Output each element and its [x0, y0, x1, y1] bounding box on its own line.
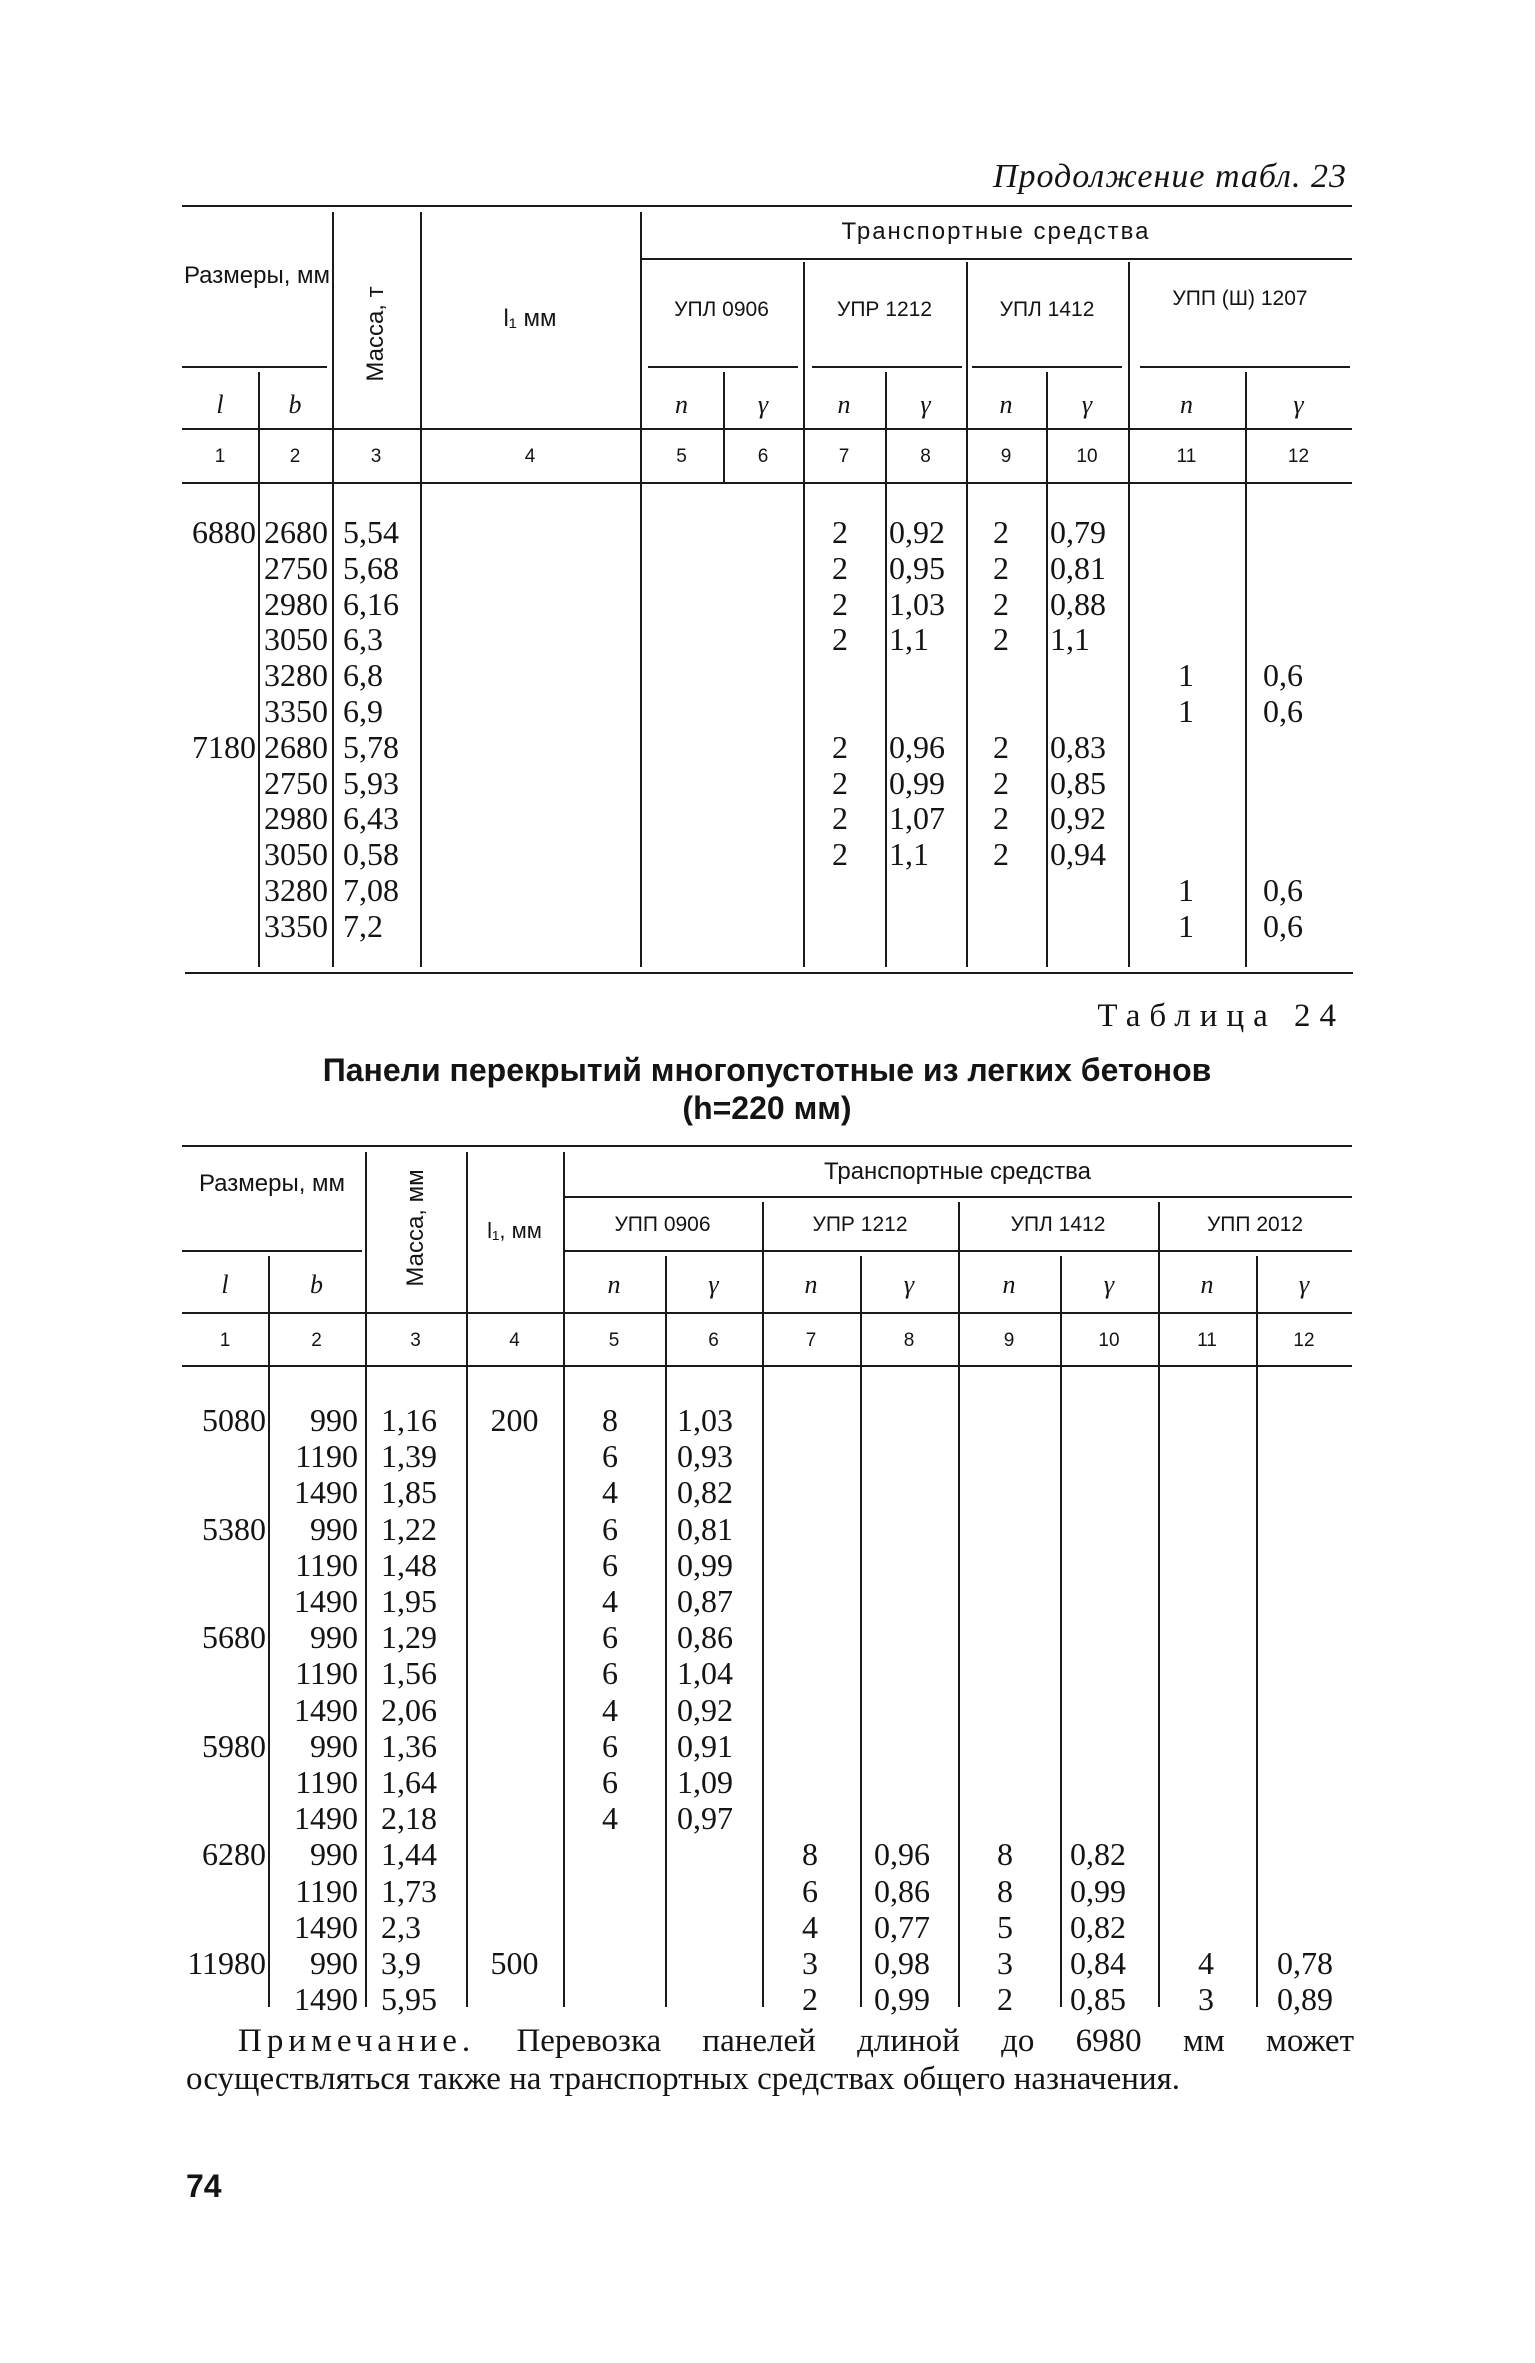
t24-cell-n3: 5	[997, 1908, 1013, 1945]
t23-cell-g2: 1,1	[889, 621, 929, 658]
t23-cell-g4: 0,6	[1263, 872, 1303, 908]
t24-cell-g1: 0,81	[677, 1510, 733, 1547]
t23-cell-n3: 2	[993, 800, 1009, 837]
t23-cell-mass: 6,3	[343, 621, 383, 658]
t24-cell-b: 990	[310, 1402, 358, 1438]
t24-cell-n3: 3	[997, 1945, 1013, 1981]
t23-cell-g2: 0,96	[889, 728, 945, 765]
t23-cell-n3: 2	[993, 764, 1009, 801]
t24-cell-mass: 1,85	[381, 1474, 437, 1511]
t24-cell-g2: 0,98	[874, 1945, 930, 1981]
t23-sub-g1: γ	[757, 390, 769, 419]
t24-cell-n1: 6	[602, 1727, 618, 1764]
t24-col-number: 9	[1003, 1330, 1015, 1351]
t23-cell-g2: 0,92	[889, 514, 945, 550]
t24-cell-g1: 0,93	[677, 1438, 733, 1475]
t24-cell-mass: 3,9	[381, 1945, 421, 1981]
t24-sub-g3: γ	[1103, 1270, 1115, 1299]
t24-cell-n2: 2	[802, 1981, 818, 2018]
t24-cell-l1: 500	[490, 1945, 539, 1981]
t24-cell-g1: 0,92	[677, 1691, 733, 1728]
t23-col-number: 4	[524, 446, 536, 467]
t23-vehicle-4: УПП (Ш) 1207	[1172, 287, 1308, 310]
t24-sub-g2: γ	[903, 1270, 915, 1299]
t24-cell-g3: 0,84	[1070, 1945, 1126, 1981]
t24-cell-b: 1190	[295, 1655, 358, 1692]
t23-cell-b: 2680	[264, 514, 328, 550]
t24-cell-n3: 8	[997, 1836, 1013, 1873]
t23-cell-g2: 0,95	[889, 549, 945, 586]
t24-cell-n2: 3	[802, 1945, 818, 1981]
t24-cell-n1: 4	[602, 1583, 618, 1619]
t24-cell-n2: 4	[802, 1908, 818, 1945]
t24-cell-b: 1190	[295, 1438, 358, 1475]
t24-cell-l: 5080	[202, 1402, 266, 1438]
t24-cell-g1: 0,86	[677, 1619, 733, 1656]
t23-cell-n2: 2	[832, 728, 848, 765]
t23-cell-b: 2980	[264, 800, 328, 837]
page-number: 74	[186, 2168, 222, 2204]
t24-cell-b: 990	[310, 1727, 358, 1764]
t24-cell-g3: 0,85	[1070, 1981, 1126, 2018]
t24-cell-g4: 0,89	[1277, 1981, 1333, 2018]
t23-sub-n4: n	[1180, 390, 1193, 419]
t24-cell-n1: 6	[602, 1510, 618, 1547]
t23-sub-l: l	[216, 390, 224, 419]
t23-mass-header: Масса, т	[362, 286, 389, 382]
t24-cell-b: 990	[310, 1619, 358, 1656]
t24-vehicle-4: УПП 2012	[1206, 1213, 1304, 1236]
t23-cell-g3: 0,92	[1050, 800, 1106, 837]
t24-col-number: 12	[1293, 1330, 1315, 1351]
t24-col-number: 2	[311, 1330, 322, 1351]
table-24-title-line2: (h=220 мм)	[682, 1090, 852, 1126]
t24-col-number: 6	[708, 1330, 719, 1351]
t23-cell-b: 3280	[264, 657, 328, 694]
t24-col-number: 5	[608, 1330, 620, 1351]
t24-cell-l: 5980	[202, 1727, 266, 1764]
t23-col-number: 11	[1176, 446, 1197, 467]
t24-sub-n1: n	[607, 1270, 621, 1299]
running-head: Продолжение табл. 23	[992, 158, 1347, 195]
t23-cell-n3: 2	[993, 728, 1009, 765]
t24-cell-l1: 200	[490, 1402, 539, 1438]
t23-cell-n3: 2	[993, 836, 1009, 873]
t23-cell-b: 3050	[264, 621, 328, 658]
t24-transport-header: Транспортные средства	[824, 1158, 1091, 1185]
t23-size-header: Размеры, мм	[183, 262, 331, 289]
t23-col-number: 5	[676, 446, 687, 467]
t24-cell-mass: 1,48	[381, 1546, 437, 1583]
t23-col-number: 12	[1287, 446, 1310, 467]
note	[186, 2022, 1354, 2098]
note-text: Перевозка панелей длиной до 6980 мм может осуществляться также на транспортных средствах общего назначения.	[186, 2023, 1355, 2097]
t24-sub-g4: γ	[1298, 1270, 1310, 1299]
t23-cell-mass: 5,78	[343, 728, 399, 765]
t23-cell-n3: 2	[993, 585, 1009, 622]
t23-cell-n4: 1	[1178, 907, 1194, 944]
t24-cell-n4: 4	[1198, 1945, 1214, 1981]
t24-cell-g2: 0,86	[874, 1872, 930, 1909]
t23-col-number: 6	[757, 446, 769, 467]
t24-cell-n1: 6	[602, 1438, 618, 1475]
t23-cell-n2: 2	[832, 514, 848, 550]
t23-cell-g4: 0,6	[1263, 657, 1303, 694]
t24-cell-g1: 0,99	[677, 1546, 733, 1583]
t24-cell-b: 1190	[295, 1764, 358, 1800]
t24-vehicle-1: УПП 0906	[614, 1213, 711, 1236]
t24-cell-g3: 0,82	[1070, 1908, 1126, 1945]
t23-cell-b: 2750	[264, 549, 328, 586]
t24-cell-g3: 0,99	[1070, 1872, 1126, 1909]
t23-transport-header: Транспортные средства	[841, 218, 1151, 245]
t23-cell-b: 2980	[264, 585, 328, 622]
t23-cell-mass: 5,54	[343, 514, 399, 550]
t23-cell-b: 2750	[264, 764, 328, 801]
t24-cell-g1: 0,82	[677, 1474, 733, 1511]
t23-cell-mass: 6,8	[343, 657, 383, 694]
t24-col-number: 10	[1098, 1330, 1120, 1351]
t23-vehicle-1: УПЛ 0906	[674, 298, 769, 321]
note-label: Примечание.	[238, 2023, 476, 2059]
t23-cell-n4: 1	[1178, 693, 1194, 729]
t24-col-number: 7	[805, 1330, 817, 1351]
t23-cell-g2: 1,1	[889, 836, 929, 873]
t24-cell-g2: 0,77	[874, 1908, 930, 1945]
t24-cell-b: 990	[310, 1836, 358, 1873]
t24-cell-mass: 1,64	[381, 1764, 437, 1800]
t23-cell-l: 6880	[192, 514, 256, 550]
t23-cell-mass: 5,68	[343, 549, 399, 586]
t23-cell-b: 3280	[264, 872, 328, 908]
t24-cell-mass: 1,56	[381, 1655, 437, 1692]
t23-col-number: 9	[1000, 446, 1012, 467]
t24-cell-g4: 0,78	[1277, 1945, 1333, 1981]
t23-cell-b: 2680	[264, 728, 328, 765]
t24-cell-b: 1490	[294, 1908, 358, 1945]
t23-cell-mass: 6,43	[343, 800, 399, 837]
t24-l1-header: l₁, мм	[487, 1218, 542, 1243]
t23-cell-n3: 2	[993, 621, 1009, 658]
t24-cell-mass: 1,16	[381, 1402, 437, 1438]
t24-vehicle-3: УПЛ 1412	[1010, 1213, 1106, 1236]
t24-cell-mass: 5,95	[381, 1981, 437, 2018]
t23-cell-mass: 6,9	[343, 693, 383, 729]
t24-cell-b: 1490	[294, 1981, 358, 2018]
t23-cell-n3: 2	[993, 549, 1009, 586]
t23-cell-b: 3050	[264, 836, 328, 873]
t23-sub-n1: n	[675, 390, 688, 419]
t23-col-number: 2	[289, 446, 301, 467]
t24-cell-b: 1490	[294, 1800, 358, 1837]
t24-cell-g2: 0,99	[874, 1981, 930, 2018]
t24-cell-mass: 1,22	[381, 1510, 437, 1547]
t24-cell-n1: 6	[602, 1546, 618, 1583]
t24-sub-n2: n	[804, 1270, 818, 1299]
t23-cell-n2: 2	[832, 621, 848, 658]
t24-cell-mass: 1,44	[381, 1836, 437, 1873]
t24-cell-mass: 1,39	[381, 1438, 437, 1475]
t24-cell-n2: 8	[802, 1836, 818, 1873]
t24-size-header: Размеры, мм	[198, 1170, 346, 1197]
t23-cell-g3: 0,94	[1050, 836, 1106, 873]
t23-cell-mass: 5,93	[343, 764, 399, 801]
t24-cell-g2: 0,96	[874, 1836, 930, 1873]
t23-cell-n2: 2	[832, 585, 848, 622]
t23-cell-mass: 7,2	[343, 907, 383, 944]
t23-sub-g3: γ	[1081, 390, 1093, 419]
t24-cell-n1: 4	[602, 1691, 618, 1728]
t24-cell-l: 11980	[187, 1945, 266, 1981]
t24-cell-g1: 1,03	[677, 1402, 733, 1438]
t23-cell-mass: 6,16	[343, 585, 399, 622]
t23-sub-n3: n	[999, 390, 1013, 419]
t24-sub-l: l	[221, 1270, 229, 1299]
t23-cell-g2: 1,03	[889, 585, 945, 622]
t23-sub-n2: n	[837, 390, 851, 419]
t23-cell-g3: 0,79	[1050, 514, 1106, 550]
t24-cell-n1: 4	[602, 1474, 618, 1511]
t23-cell-g3: 0,83	[1050, 728, 1106, 765]
t23-cell-n4: 1	[1178, 657, 1194, 694]
t24-cell-n1: 6	[602, 1619, 618, 1656]
t23-vehicle-3: УПЛ 1412	[999, 298, 1095, 321]
t24-sub-n3: n	[1002, 1270, 1016, 1299]
t24-cell-l: 5380	[202, 1510, 266, 1547]
t24-col-number: 11	[1197, 1330, 1217, 1351]
t23-col-number: 3	[370, 446, 382, 467]
t23-cell-l: 7180	[192, 728, 256, 765]
t24-cell-mass: 1,95	[381, 1583, 437, 1619]
t24-cell-b: 1190	[295, 1546, 358, 1583]
t24-cell-mass: 2,3	[381, 1908, 421, 1945]
t23-cell-g3: 0,88	[1050, 585, 1106, 622]
t23-cell-n3: 2	[993, 514, 1009, 550]
t23-cell-n2: 2	[832, 549, 848, 586]
t23-sub-g4: γ	[1293, 390, 1304, 419]
t24-cell-g1: 0,97	[677, 1800, 733, 1837]
t24-cell-b: 990	[310, 1945, 358, 1981]
t23-cell-mass: 0,58	[343, 836, 399, 873]
t24-cell-mass: 2,06	[381, 1691, 437, 1728]
t24-cell-mass: 1,29	[381, 1619, 437, 1656]
t24-cell-b: 1490	[294, 1583, 358, 1619]
t24-cell-n3: 8	[997, 1872, 1013, 1909]
t23-col-number: 10	[1076, 446, 1098, 467]
t24-cell-g3: 0,82	[1070, 1836, 1126, 1873]
t24-sub-n4: n	[1200, 1270, 1214, 1299]
t24-cell-n1: 8	[602, 1402, 618, 1438]
t23-sub-g2: γ	[920, 390, 931, 419]
t23-cell-b: 3350	[264, 907, 328, 944]
t24-cell-n2: 6	[802, 1872, 818, 1909]
t24-cell-l: 5680	[202, 1619, 266, 1656]
t23-cell-g4: 0,6	[1263, 907, 1303, 944]
t24-cell-mass: 1,36	[381, 1727, 437, 1764]
t23-col-number: 1	[214, 446, 226, 467]
t24-cell-l: 6280	[202, 1836, 266, 1873]
t24-cell-g1: 0,91	[677, 1727, 733, 1764]
t24-cell-b: 1190	[295, 1872, 358, 1909]
t24-cell-g1: 1,04	[677, 1655, 733, 1692]
t24-vehicle-2: УПР 1212	[812, 1213, 908, 1236]
t24-col-number: 4	[509, 1330, 520, 1351]
t24-col-number: 8	[903, 1330, 915, 1351]
t24-cell-b: 990	[310, 1510, 358, 1547]
t24-cell-g1: 1,09	[677, 1764, 733, 1800]
t24-mass-header: Масса, мм	[402, 1169, 429, 1287]
table-24-title-line1: Панели перекрытий многопустотные из легких бетонов	[322, 1052, 1212, 1088]
t24-cell-b: 1490	[294, 1474, 358, 1511]
t23-vehicle-2: УПР 1212	[837, 298, 932, 321]
t23-cell-g2: 1,07	[889, 800, 945, 837]
t24-sub-g1: γ	[708, 1270, 719, 1299]
t23-cell-g3: 1,1	[1050, 621, 1090, 658]
t23-l1-header: l₁ мм	[503, 305, 557, 332]
t24-cell-n1: 4	[602, 1800, 618, 1837]
t23-col-number: 7	[838, 446, 850, 467]
t23-col-number: 8	[920, 446, 931, 467]
t24-cell-mass: 2,18	[381, 1800, 437, 1837]
t23-cell-n2: 2	[832, 836, 848, 873]
t24-cell-n3: 2	[997, 1981, 1013, 2018]
t24-cell-mass: 1,73	[381, 1872, 437, 1909]
t23-cell-n2: 2	[832, 764, 848, 801]
t23-sub-b: b	[288, 390, 302, 419]
t24-col-number: 1	[219, 1330, 231, 1351]
table-24-label: Таблица 24	[1097, 998, 1345, 1034]
t24-cell-n1: 6	[602, 1764, 618, 1800]
t24-cell-n1: 6	[602, 1655, 618, 1692]
t23-cell-b: 3350	[264, 693, 328, 729]
t23-cell-n2: 2	[832, 800, 848, 837]
t23-cell-g4: 0,6	[1263, 693, 1303, 729]
t23-cell-g3: 0,81	[1050, 549, 1106, 586]
t24-sub-b: b	[310, 1270, 323, 1299]
t23-cell-mass: 7,08	[343, 872, 399, 908]
t23-cell-g3: 0,85	[1050, 764, 1106, 801]
t23-cell-n4: 1	[1178, 872, 1194, 908]
t23-cell-g2: 0,99	[889, 764, 945, 801]
t24-cell-g1: 0,87	[677, 1583, 733, 1619]
t24-cell-n4: 3	[1198, 1981, 1214, 2018]
t24-cell-b: 1490	[294, 1691, 358, 1728]
t24-col-number: 3	[410, 1330, 421, 1351]
